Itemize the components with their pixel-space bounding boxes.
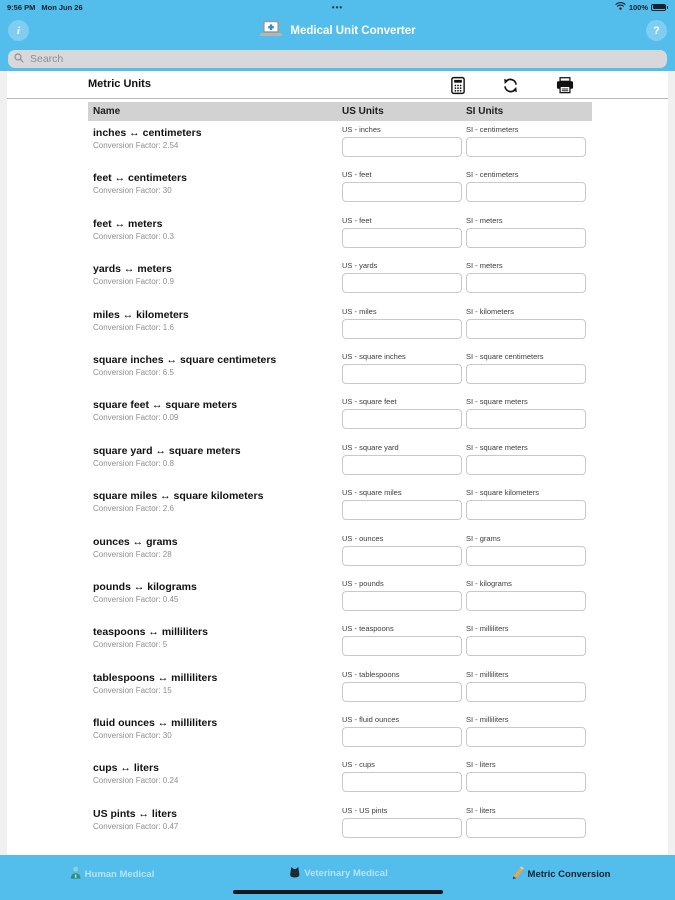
- conversion-name: cups ↔ liters: [93, 762, 159, 775]
- conversion-row: [88, 257, 592, 302]
- battery-icon: [651, 4, 668, 11]
- us-value-input[interactable]: [342, 818, 462, 838]
- status-ellipsis: •••: [331, 2, 344, 12]
- si-value-input[interactable]: [466, 319, 586, 339]
- tab-veterinary-medical[interactable]: [288, 866, 387, 881]
- conversion-factor: Conversion Factor: 30: [93, 186, 172, 196]
- us-value-input[interactable]: [342, 682, 462, 702]
- us-value-input[interactable]: [342, 455, 462, 475]
- refresh-icon[interactable]: [499, 75, 521, 95]
- search-bar[interactable]: [8, 50, 667, 68]
- si-field-label: SI - milliliters: [466, 624, 509, 634]
- conversion-name: US pints ↔ liters: [93, 807, 178, 820]
- printer-icon[interactable]: [554, 75, 576, 95]
- conversion-name: teaspoons ↔ milliliters: [93, 626, 208, 639]
- si-field-label: SI - square centimeters: [466, 351, 544, 361]
- conversion-row: [88, 212, 592, 257]
- tab-human-medical[interactable]: [70, 866, 155, 882]
- us-field-label: US - fluid ounces: [342, 715, 400, 725]
- us-field-label: US - inches: [342, 125, 381, 134]
- conversion-factor: Conversion Factor: 0.24: [93, 776, 179, 786]
- si-value-input[interactable]: [466, 772, 586, 792]
- conversion-row: [88, 802, 592, 847]
- conversion-row: [88, 439, 592, 484]
- si-field-label: SI - milliliters: [466, 715, 509, 725]
- conversion-row: [88, 666, 592, 711]
- conversion-row: [88, 620, 592, 665]
- conversion-factor: Conversion Factor: 15: [93, 685, 172, 695]
- conversion-row: [88, 121, 592, 166]
- si-value-input[interactable]: [466, 500, 586, 520]
- help-button[interactable]: ?: [646, 20, 667, 41]
- us-value-input[interactable]: [342, 409, 462, 429]
- us-field-label: US - yards: [342, 261, 378, 271]
- conversion-row: [88, 484, 592, 529]
- conversion-factor: Conversion Factor: 0.09: [93, 413, 179, 423]
- us-field-label: US - square inches: [342, 351, 406, 361]
- conversion-factor: Conversion Factor: 5: [93, 640, 168, 650]
- conversion-row: [88, 166, 592, 211]
- us-value-input[interactable]: [342, 364, 462, 384]
- conversion-name: tablespoons ↔ milliliters: [93, 671, 218, 684]
- conversion-factor: Conversion Factor: 0.9: [93, 277, 174, 287]
- tab-metric-conversion[interactable]: [512, 866, 611, 883]
- us-value-input[interactable]: [342, 137, 462, 157]
- si-field-label: SI - grams: [466, 533, 501, 543]
- us-field-label: US - cups: [342, 760, 375, 770]
- si-field-label: SI - kilometers: [466, 306, 514, 316]
- conversion-table: [88, 102, 592, 847]
- si-field-label: SI - meters: [466, 261, 503, 271]
- conversion-name: square miles ↔ square kilometers: [93, 490, 264, 503]
- us-field-label: US - pounds: [342, 578, 384, 588]
- conversion-rows-list[interactable]: [88, 121, 592, 847]
- tab-label: Metric Conversion: [527, 869, 611, 880]
- column-header-si-units: SI Units: [466, 106, 504, 117]
- column-header-name: Name: [93, 106, 121, 117]
- conversion-row: [88, 756, 592, 801]
- us-field-label: US - square yard: [342, 442, 399, 452]
- us-value-input[interactable]: [342, 591, 462, 611]
- conversion-factor: Conversion Factor: 0.8: [93, 458, 174, 468]
- conversion-factor: Conversion Factor: 28: [93, 549, 172, 559]
- si-value-input[interactable]: [466, 727, 586, 747]
- battery-percent: 100%: [628, 2, 648, 12]
- status-date: Mon Jun 26: [41, 2, 83, 12]
- us-field-label: US - teaspoons: [342, 624, 394, 634]
- bottom-tab-bar: [0, 855, 675, 900]
- conversion-name: feet ↔ meters: [93, 217, 163, 230]
- status-time-date: [7, 3, 83, 12]
- conversion-row: [88, 348, 592, 393]
- search-zone: [0, 48, 675, 71]
- section-title: Metric Units: [88, 78, 151, 90]
- si-field-label: SI - square meters: [466, 397, 528, 407]
- us-field-label: US - square miles: [342, 488, 402, 498]
- section-toolbar: [7, 71, 668, 99]
- si-field-label: SI - kilograms: [466, 578, 512, 588]
- conversion-row: [88, 303, 592, 348]
- si-value-input[interactable]: [466, 273, 586, 293]
- us-field-label: US - tablespoons: [342, 669, 400, 679]
- conversion-name: pounds ↔ kilograms: [93, 580, 197, 593]
- conversion-name: feet ↔ centimeters: [93, 172, 187, 185]
- conversion-name: square inches ↔ square centimeters: [93, 353, 277, 366]
- si-value-input[interactable]: [466, 455, 586, 475]
- table-header: [88, 102, 592, 121]
- conversion-name: ounces ↔ grams: [93, 535, 178, 548]
- si-value-input[interactable]: [466, 546, 586, 566]
- si-field-label: SI - centimeters: [466, 125, 519, 134]
- si-value-input[interactable]: [466, 409, 586, 429]
- si-value-input[interactable]: [466, 636, 586, 656]
- conversion-row: [88, 575, 592, 620]
- conversion-row: [88, 393, 592, 438]
- conversion-factor: Conversion Factor: 6.5: [93, 367, 174, 377]
- si-field-label: SI - liters: [466, 760, 496, 770]
- si-field-label: SI - milliliters: [466, 669, 509, 679]
- wifi-icon: [615, 2, 626, 12]
- si-value-input[interactable]: [466, 591, 586, 611]
- us-value-input[interactable]: [342, 636, 462, 656]
- us-value-input[interactable]: [342, 273, 462, 293]
- conversion-name: yards ↔ meters: [93, 263, 172, 276]
- si-field-label: SI - centimeters: [466, 170, 519, 180]
- conversion-factor: Conversion Factor: 30: [93, 731, 172, 741]
- conversion-factor: Conversion Factor: 0.3: [93, 231, 174, 241]
- us-value-input[interactable]: [342, 546, 462, 566]
- si-field-label: SI - square meters: [466, 442, 528, 452]
- us-field-label: US - miles: [342, 306, 377, 316]
- si-value-input[interactable]: [466, 682, 586, 702]
- si-value-input[interactable]: [466, 364, 586, 384]
- search-input[interactable]: [28, 52, 661, 66]
- search-icon: [14, 50, 24, 68]
- status-time: 9:56 PM: [7, 2, 36, 12]
- conversion-factor: Conversion Factor: 0.47: [93, 821, 179, 831]
- us-field-label: US - ounces: [342, 533, 384, 543]
- si-value-input[interactable]: [466, 818, 586, 838]
- us-value-input[interactable]: [342, 182, 462, 202]
- us-field-label: US - square feet: [342, 397, 397, 407]
- app-logo-laptop-icon: [259, 20, 283, 42]
- us-value-input[interactable]: [342, 319, 462, 339]
- conversion-factor: Conversion Factor: 1.6: [93, 322, 174, 332]
- us-value-input[interactable]: [342, 500, 462, 520]
- us-value-input[interactable]: [342, 727, 462, 747]
- person-medical-icon: [70, 866, 82, 882]
- calculator-icon[interactable]: [447, 75, 469, 95]
- conversion-factor: Conversion Factor: 2.54: [93, 141, 179, 150]
- conversion-name: miles ↔ kilometers: [93, 308, 189, 321]
- si-value-input[interactable]: [466, 182, 586, 202]
- us-field-label: US - feet: [342, 215, 372, 225]
- conversion-name: square yard ↔ square meters: [93, 444, 241, 457]
- info-button[interactable]: i: [8, 20, 29, 41]
- conversion-row: [88, 530, 592, 575]
- conversion-name: inches ↔ centimeters: [93, 127, 202, 139]
- conversion-name: square feet ↔ square meters: [93, 399, 238, 412]
- conversion-row: [88, 711, 592, 756]
- column-header-us-units: US Units: [342, 106, 384, 117]
- home-indicator[interactable]: [233, 890, 443, 895]
- si-field-label: SI - liters: [466, 805, 496, 815]
- us-field-label: US - US pints: [342, 805, 388, 815]
- conversion-name: fluid ounces ↔ milliliters: [93, 717, 218, 730]
- si-field-label: SI - square kilometers: [466, 488, 539, 498]
- animal-head-icon: [288, 866, 301, 881]
- si-field-label: SI - meters: [466, 215, 503, 225]
- pencil-icon: [512, 866, 525, 883]
- tab-label: Human Medical: [84, 868, 155, 880]
- conversion-factor: Conversion Factor: 0.45: [93, 594, 179, 604]
- us-value-input[interactable]: [342, 228, 462, 248]
- us-field-label: US - feet: [342, 170, 372, 180]
- app-title: Medical Unit Converter: [290, 25, 416, 37]
- us-value-input[interactable]: [342, 772, 462, 792]
- si-value-input[interactable]: [466, 137, 586, 157]
- conversion-factor: Conversion Factor: 2.6: [93, 504, 174, 514]
- si-value-input[interactable]: [466, 228, 586, 248]
- content-panel: [7, 71, 668, 855]
- nav-bar: [0, 14, 675, 48]
- tab-label: Veterinary Medical: [304, 868, 388, 879]
- status-bar: [0, 0, 675, 14]
